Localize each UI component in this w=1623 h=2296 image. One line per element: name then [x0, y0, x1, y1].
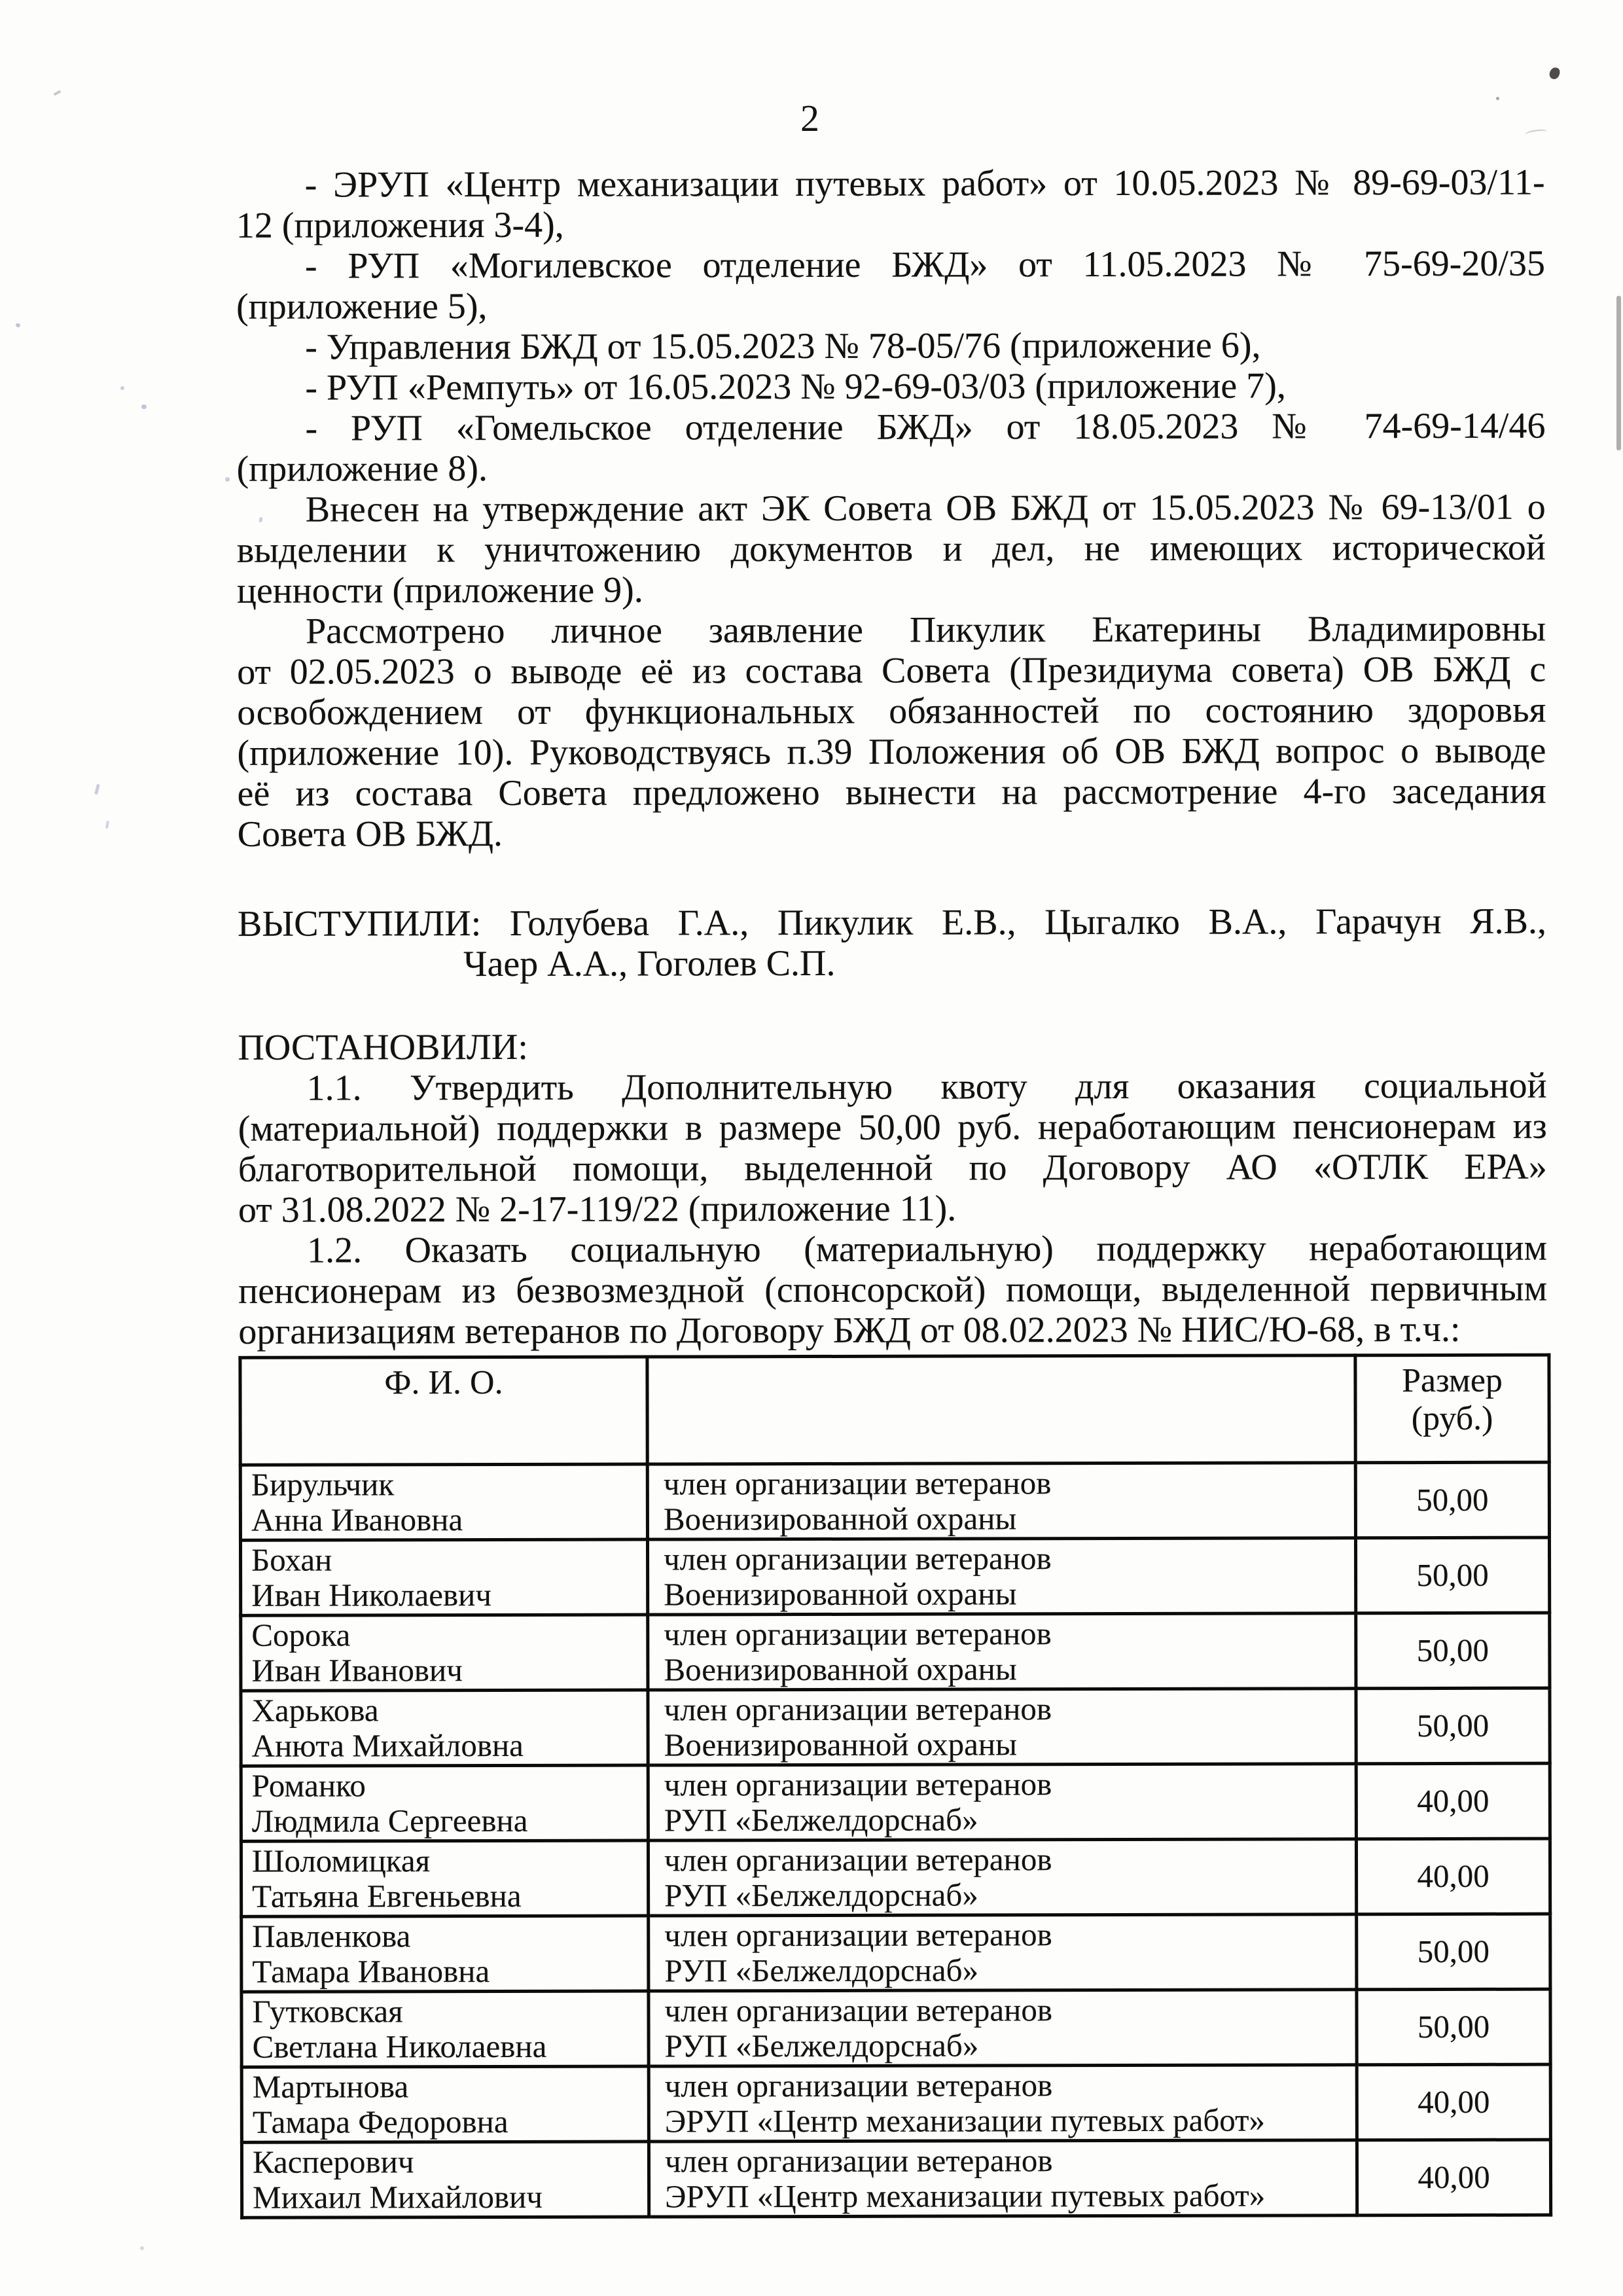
- cell-name: Мартынова Тамара Федоровна: [241, 2066, 649, 2142]
- statement-paragraph-line: Рассмотрено личное заявление Пикулик Екатерины Владимировны: [306, 608, 1546, 652]
- support-payments-table: [238, 1354, 1552, 2219]
- cell-amount: 50,00: [1357, 1989, 1550, 2065]
- header-amount: Размер (руб.): [1355, 1355, 1549, 1463]
- cell-amount: 50,00: [1355, 1462, 1549, 1538]
- cell-amount: 40,00: [1356, 1839, 1550, 1914]
- table-row: [240, 1462, 1549, 1540]
- table-row: [241, 1613, 1550, 1691]
- cell-name: Харькова Анюта Михайловна: [241, 1690, 648, 1766]
- table-row: [241, 1763, 1550, 1841]
- cell-desc: член организации ветеранов ЭРУП «Центр механизации путевых работ»: [649, 2065, 1357, 2142]
- cell-name: Касперович Михаил Михайлович: [241, 2142, 649, 2217]
- cell-desc: член организации ветеранов Военизированной охраны: [648, 1689, 1356, 1765]
- document-body: [236, 162, 1550, 2219]
- cell-amount: 40,00: [1357, 2064, 1550, 2140]
- list-item-line: - РУП «Могилевское отделение БЖД» от 11.05.2023 № 75-69-20/35: [304, 243, 1545, 287]
- list-item-line: - ЭРУП «Центр механизации путевых работ» от 10.05.2023 № 89-69-03/11-: [304, 162, 1545, 206]
- table-row: [241, 1688, 1550, 1766]
- clause-1-2-line: 1.2. Оказать социальную (материальную) поддержку неработающим: [306, 1227, 1548, 1271]
- list-item-line: (приложение 8).: [236, 448, 488, 490]
- list-item-line: - Управления БЖД от 15.05.2023 № 78-05/76 (приложение 6),: [305, 325, 1261, 368]
- cell-amount: 50,00: [1357, 1914, 1550, 1990]
- header-fio: Ф. И. О.: [240, 1357, 647, 1465]
- statement-paragraph-line: освобождением от функциональных обязанностей по состоянию здоровья: [237, 689, 1546, 733]
- cell-desc: член организации ветеранов Военизированной охраны: [648, 1613, 1356, 1690]
- clause-1-2-line: пенсионерам из безвозмездной (спонсорской) помощи, выделенной первичным: [238, 1268, 1548, 1312]
- act-paragraph-line: ценности (приложение 9).: [236, 569, 643, 611]
- cell-desc: член организации ветеранов РУП «Белжелдорснаб»: [648, 1764, 1356, 1840]
- statement-paragraph-line: её из состава Совета предложено вынести на рассмотрение 4-го заседания: [237, 770, 1546, 814]
- list-item-line: - РУП «Гомельское отделение БЖД» от 18.05.2023 № 74-69-14/46: [305, 405, 1546, 449]
- table-row: [241, 1914, 1550, 1992]
- resolved-heading: ПОСТАНОВИЛИ:: [238, 1026, 528, 1068]
- clause-1-1-line: от 31.08.2022 № 2-17-119/22 (приложение 11).: [238, 1188, 957, 1230]
- statement-paragraph-line: Совета ОВ БЖД.: [237, 813, 503, 855]
- speakers-line: ВЫСТУПИЛИ: Голубева Г.А., Пикулик Е.В., Цыгалко В.А., Гарачун Я.В.,: [237, 901, 1547, 944]
- cell-desc: член организации ветеранов Военизированной охраны: [647, 1463, 1355, 1539]
- table-header-row: [240, 1355, 1549, 1465]
- cell-desc: член организации ветеранов РУП «Белжелдорснаб»: [649, 1990, 1357, 2066]
- clause-1-1-line: (материальной) поддержки в размере 50,00 руб. неработающим пенсионерам из: [238, 1105, 1547, 1149]
- cell-amount: 50,00: [1355, 1537, 1549, 1613]
- cell-name: Гутковская Светлана Николаевна: [241, 1991, 649, 2067]
- statement-paragraph-line: (приложение 10). Руководствуясь п.39 Положения об ОВ БЖД вопрос о выводе: [237, 730, 1546, 774]
- speakers-line: Чаер А.А., Гоголев С.П.: [463, 942, 836, 985]
- cell-desc: член организации ветеранов ЭРУП «Центр механизации путевых работ»: [649, 2140, 1357, 2217]
- clause-1-1-line: 1.1. Утвердить Дополнительную квоту для оказания социальной: [306, 1065, 1547, 1109]
- page-number: 2: [800, 96, 820, 140]
- cell-name: Романко Людмила Сергеевна: [241, 1765, 648, 1841]
- list-item-line: (приложение 5),: [236, 286, 488, 327]
- cell-name: Бирульчик Анна Ивановна: [240, 1464, 647, 1540]
- header-middle: [647, 1355, 1355, 1464]
- cell-amount: 50,00: [1356, 1613, 1550, 1689]
- table-row: [240, 1537, 1549, 1615]
- cell-desc: член организации ветеранов РУП «Белжелдорснаб»: [648, 1839, 1356, 1916]
- cell-name: Бохан Иван Николаевич: [240, 1539, 647, 1615]
- clause-1-2-line: организациям ветеранов по Договору БЖД от 08.02.2023 № НИС/Ю-68, в т.ч.:: [238, 1308, 1461, 1352]
- cell-desc: член организации ветеранов РУП «Белжелдорснаб»: [649, 1914, 1357, 1991]
- table-row: [241, 1989, 1550, 2067]
- cell-name: Сорока Иван Иванович: [241, 1615, 648, 1691]
- statement-paragraph-line: от 02.05.2023 о выводе её из состава Совета (Президиума совета) ОВ БЖД с: [237, 649, 1546, 692]
- cell-name: Шоломицкая Татьяна Евгеньевна: [241, 1840, 648, 1916]
- act-paragraph-line: Внесен на утверждение акт ЭК Совета ОВ БЖД от 15.05.2023 № 69-13/01 о: [305, 486, 1546, 530]
- table-row: [241, 1839, 1550, 1916]
- cell-amount: 40,00: [1356, 1763, 1550, 1839]
- cell-desc: член организации ветеранов Военизированной охраны: [647, 1538, 1355, 1615]
- act-paragraph-line: выделении к уничтожению документов и дел, не имеющих исторической: [236, 527, 1546, 571]
- list-item-line: 12 (приложения 3-4),: [236, 204, 564, 246]
- clause-1-1-line: благотворительной помощи, выделенной по Договору АО «ОТЛК ЕРА»: [238, 1146, 1547, 1190]
- cell-amount: 50,00: [1356, 1688, 1550, 1764]
- table-row: [241, 2064, 1550, 2142]
- cell-amount: 40,00: [1357, 2140, 1550, 2215]
- cell-name: Павленкова Тамара Ивановна: [241, 1916, 649, 1992]
- list-item-line: - РУП «Ремпуть» от 16.05.2023 № 92-69-03/03 (приложение 7),: [305, 365, 1286, 408]
- table-row: [241, 2140, 1550, 2217]
